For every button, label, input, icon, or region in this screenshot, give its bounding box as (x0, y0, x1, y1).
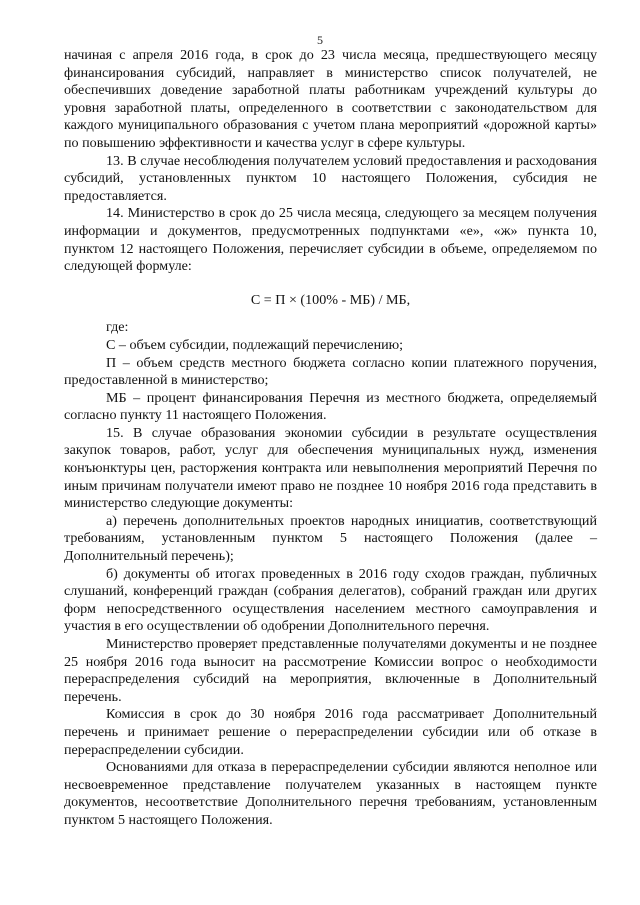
formula-definition-mb: МБ – процент финансирования Перечня из местного бюджета, определяемый согласно пункту 11 настоящего Положения. (64, 389, 597, 424)
document-body (64, 47, 597, 830)
subitem-b: б) документы об итогах проведенных в 2016 году сходов граждан, публичных слушаний, конференций граждан (собрания делегатов), собраний граждан или других форм непосредственного осуществления населением местного самоуправления и участия в его осуществлении об одобрении Дополнительного перечня. (64, 565, 597, 635)
formula-where-label: где: (106, 319, 129, 336)
formula-definition-p: П – объем средств местного бюджета согласно копии платежного поручения, предоставленной в министерство; (64, 354, 597, 389)
subsidy-formula: С = П × (100% - МБ) / МБ, (250, 291, 411, 308)
paragraph-refusal-grounds: Основаниями для отказа в перераспределении субсидии являются неполное или несвоевременное представление получателем указанных в настоящем пункте документов, несоответствие Дополнительного перечня требованиям, установленным пунктом 5 настоящего Положения. (64, 759, 597, 828)
paragraph-item-14: 14. Министерство в срок до 25 числа месяца, следующего за месяцем получения информации и документов, предусмотренных подпунктами «е», «ж» пункта 10, пунктом 12 настоящего Положения, перечисляет субсидии в объеме, определяемом по следующей формуле: (64, 205, 597, 275)
paragraph-continuation: начиная с апреля 2016 года, в срок до 23 числа месяца, предшествующего месяцу финансирования субсидий, направляет в министерство список получателей, не обеспечивших доведение заработной платы работникам учреждений культуры до уровня заработной платы, определенного в соответствии с законодательством для каждого муниципального образования с учетом плана мероприятий «дорожной карты» по повышению эффективности и качества услуг в сфере культуры. (64, 47, 597, 151)
page-number: 5 (317, 33, 323, 47)
subitem-a: а) перечень дополнительных проектов народных инициатив, соответствующий требованиям, установленным пунктом 5 настоящего Положения (далее – Дополнительный перечень); (64, 512, 597, 565)
paragraph-commission-decision: Комиссия в срок до 30 ноября 2016 года рассматривает Дополнительный перечень и принимает решение о перераспределении субсидии или об отказе в перераспределении субсидии. (64, 706, 597, 758)
paragraph-ministry-review: Министерство проверяет представленные получателями документы и не позднее 25 ноября 2016 года выносит на рассмотрение Комиссии вопрос о необходимости перераспределения субсидий на мероприятия, включенные в Дополнительный перечень. (64, 636, 597, 705)
formula-definition-c: С – объем субсидии, подлежащий перечислению; (106, 336, 404, 353)
paragraph-item-15: 15. В случае образования экономии субсидии в результате осуществления закупок товаров, работ, услуг для обеспечения муниципальных нужд, изменения конъюнктуры цен, расторжения контракта или невыполнения мероприятий Перечня по иным причинам получатели имеют право не позднее 10 ноября 2016 года представить в министерство следующие документы: (64, 424, 597, 512)
paragraph-item-13: 13. В случае несоблюдения получателем условий предоставления и расходования субсидий, установленных пунктом 10 настоящего Положения, субсидия не предоставляется. (64, 152, 597, 204)
